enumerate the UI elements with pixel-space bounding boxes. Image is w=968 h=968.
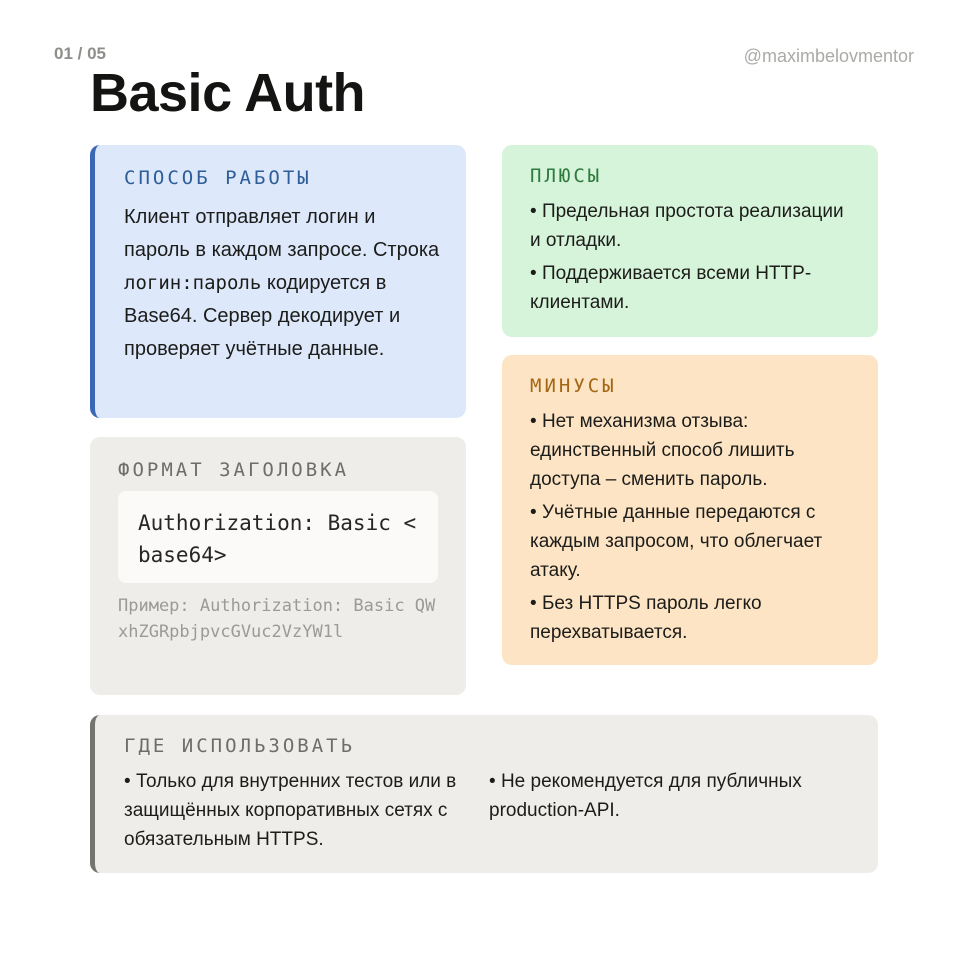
where-to-use-list-right — [489, 767, 854, 858]
where-to-use-label: ГДЕ ИСПОЛЬЗОВАТЬ — [124, 735, 356, 757]
pros-list — [530, 197, 854, 317]
pros-card — [502, 145, 878, 337]
page-counter: 01 / 05 — [54, 44, 106, 63]
header-example: Пример: Authorization: Basic QWxhZGRpbjpvcGVuc2VzYW1l — [118, 596, 436, 642]
how-it-works-label: СПОСОБ РАБОТЫ — [124, 167, 312, 189]
header-format-label: ФОРМАТ ЗАГОЛОВКА — [118, 459, 350, 481]
list-item: • Предельная простота реализации и отладки. — [530, 197, 854, 255]
list-item: • Учётные данные передаются с каждым запросом, что облегчает атаку. — [530, 498, 854, 585]
pros-label: ПЛЮСЫ — [530, 165, 603, 187]
where-to-use-columns — [124, 767, 854, 858]
how-it-works-card — [90, 145, 466, 418]
how-it-works-text-2: кодируется в Base64. Сервер декодирует и проверяет учётные данные. — [124, 272, 401, 360]
list-item: • Только для внутренних тестов или в защищённых корпоративных сетях с обязательным HTTPS. — [124, 767, 489, 854]
page-title: Basic Auth — [90, 63, 366, 123]
cons-card — [502, 355, 878, 665]
header-code-block: Authorization: Basic <base64> — [118, 491, 438, 583]
author-handle: @maximbelovmentor — [743, 46, 914, 66]
header-format-card — [90, 437, 466, 695]
list-item: • Поддерживается всеми HTTP-клиентами. — [530, 259, 854, 317]
cons-list — [530, 407, 854, 647]
where-to-use-card — [90, 715, 878, 873]
list-item: • Без HTTPS пароль легко перехватывается. — [530, 589, 854, 647]
list-item: • Нет механизма отзыва: единственный способ лишить доступа – сменить пароль. — [530, 407, 854, 494]
how-it-works-text — [124, 201, 446, 366]
login-password-code: логин:пароль — [124, 272, 262, 294]
where-to-use-list-left — [124, 767, 489, 858]
how-it-works-text-1: Клиент отправляет логин и пароль в каждом запросе. Строка — [124, 206, 440, 261]
cons-label: МИНУСЫ — [530, 375, 617, 397]
list-item: • Не рекомендуется для публичных production-API. — [489, 767, 854, 825]
